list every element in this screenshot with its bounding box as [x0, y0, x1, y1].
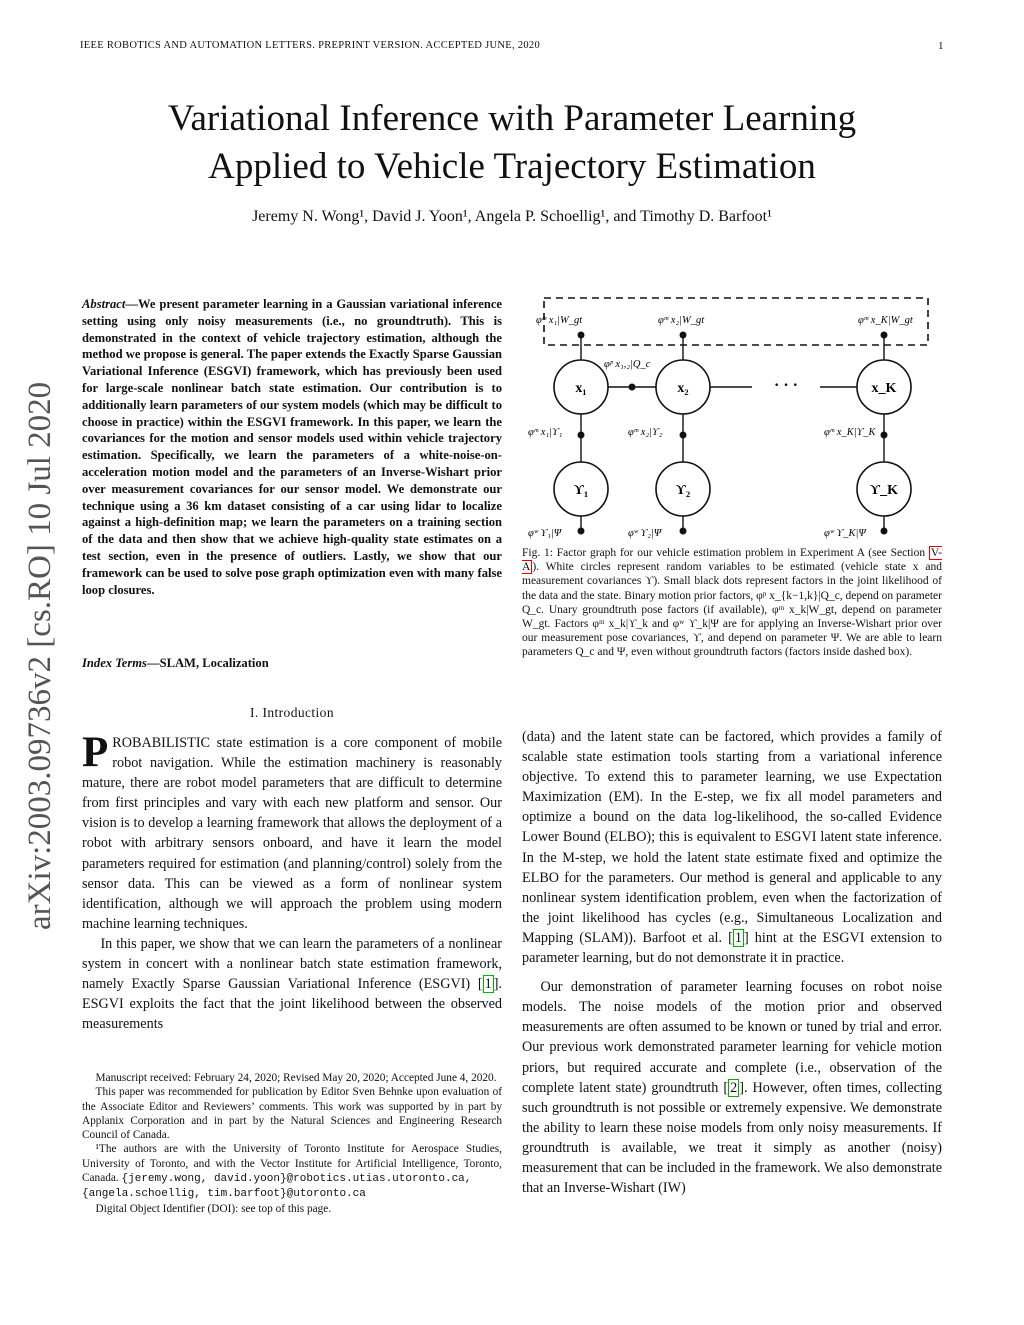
citation-link[interactable]: 1	[484, 976, 492, 993]
footnote-affiliation	[82, 1142, 502, 1201]
abstract-text: —We present parameter learning in a Gaussian variational inference setting using only noisy measurements (i.e., no groundtruth). This is demonstrated in the context of vehicle trajectory estimation, although the method we propose is general. The paper extends the Exactly Sparse Gaussian Variational Inference (ESGVI) framework, which has previously been used for large-scale nonlinear batch state estimation. Our contribution is to additionally learn parameters of our system models (which may be difficult to choose in practice) within the ESGVI framework. In this paper, we learn the covariances for the motion and sensor models used within vehicle trajectory estimation. Specifically, we learn the parameters of a white-noise-on-acceleration motion model and the parameters of an Inverse-Wishart prior over measurement covariances for our sensor model. We demonstrate our technique using a 36 km dataset consisting of a car using lidar to localize against a high-definition map; we learn the parameters on a training section of the data and then show that we achieve high-quality state estimates on a test section, even in the presence of outliers. Lastly, we show that our framework can be used to solve pose graph optimization even with many false loop closures.	[82, 297, 502, 597]
intro-paragraph-2-text-b: . ESGVI exploits the fact that the joint likelihood between the observed measurements	[82, 976, 502, 1033]
gt-label-K: φᵐ x_K|W_gt	[858, 315, 913, 326]
index-terms-text: —SLAM, Localization	[146, 656, 269, 670]
intro-paragraph-4-text-b: . However, often times, collecting such groundtruth is not possible or extremely expensive. We demonstrate the ability to learn these noise models from only noisy measurements. If groundtruth is available, we treat it simply as another (noisy) measurement that can be included in the framework. We also demonstrate that an Inverse-Wishart (IW)	[522, 1079, 942, 1197]
node-label-x2: x₂	[677, 381, 689, 396]
prior-label-1: φʷ ϒ₁|Ψ	[528, 528, 562, 539]
affiliation-text: ¹The authors are with the University of Toronto Institute for Aerospace Studies, University of Toronto, and with the Vector Institute for Artificial Intelligence, Toronto, Canada.	[82, 1143, 502, 1185]
footnote-doi: Digital Object Identifier (DOI): see top of this page.	[95, 1202, 332, 1215]
motion-factor	[629, 384, 636, 391]
index-terms-label: Index Terms	[82, 656, 147, 670]
node-label-xK: x_K	[871, 381, 897, 396]
prior-factor	[881, 528, 888, 535]
node-label-u1: ϒ₁	[573, 483, 589, 498]
prior-factor	[578, 528, 585, 535]
drop-cap: P	[82, 729, 109, 776]
intro-paragraph-2-text-a: In this paper, we show that we can learn the parameters of a nonlinear system in concert with a nonlinear batch state estimation framework, namely Exactly Sparse Gaussian Variational Inference (ESGVI)	[82, 935, 502, 993]
section-reference-link[interactable]: V-A	[522, 547, 942, 574]
meas-label-K: φᵐ x_K|ϒ_K	[824, 427, 876, 438]
intro-paragraph-3-text-b: hint at the ESGVI extension to parameter learning, but do not demonstrate it in practice.	[522, 929, 943, 967]
prior-factor	[680, 528, 687, 535]
prior-label-K: φʷ ϒ_K|Ψ	[824, 528, 866, 539]
abstract-label: Abstract	[82, 297, 126, 311]
factor-graph	[522, 293, 942, 543]
email-list-1: {jeremy.wong, david.yoon}@robotics.utias.utoronto.ca,	[121, 1173, 472, 1186]
groundtruth-factor	[578, 332, 585, 339]
prior-label-2: φʷ ϒ₂|Ψ	[628, 528, 662, 539]
meas-label-1: φᵐ x₁|ϒ₁	[528, 427, 563, 438]
footnotes	[82, 1071, 502, 1216]
node-label-u2: ϒ₂	[675, 483, 691, 498]
paper-title	[60, 95, 964, 191]
intro-paragraph-1-text: ROBABILISTIC state estimation is a core component of mobile robot navigation. While the estimation machinery is reasonably mature, there are robot model parameters that are difficult to determine from first principles and vary with each new platform and sensor. Our vision is to develop a learning framework that allows the deployment of a robot with arbitrary sensors onboard, and have it learn the model parameters required for estimation (and planning/control) solely from the sensor data. This can be viewed as a form of nonlinear system identification, although we will approach the problem using modern machine learning techniques.	[82, 735, 502, 932]
title-line-2: Applied to Vehicle Trajectory Estimation	[208, 146, 816, 187]
node-label-uK: ϒ_K	[870, 483, 898, 498]
email-list-2: {angela.schoellig, tim.barfoot}@utoronto.ca	[82, 1188, 366, 1201]
intro-paragraph-3-text-a: (data) and the latent state can be factored, which provides a family of scalable state estimation tools starting from a variational inference objective. To extend this to parameter learning, we use Expectation Maximization (EM). In the E-step, we fix all model parameters and optimize a bound on the data log-likelihood, the so-called Evidence Lower Bound (ELBO); this is equivalent to ESGVI latent state inference. In the M-step, we hold the latent state estimate fixed and optimize the ELBO for the parameters. Our method is general and applicable to any nonlinear system identification problem, even when the factorization of the joint likelihood has cycles (e.g., Simultaneous Localization and Mapping (SLAM)). Barfoot et al.	[522, 729, 942, 946]
measurement-factor	[578, 432, 585, 439]
factor-graph-figure	[522, 293, 942, 543]
citation-link[interactable]: 1	[734, 929, 742, 946]
title-line-1: Variational Inference with Parameter Learning	[167, 98, 857, 139]
intro-paragraph-4: Our demonstration of parameter learning focuses on robot noise models. The noise models of the motion prior and observed measurements are often assumed to be known or tuned by trial and error. Our previous work demonstrated parameter learning for vehicle motion priors, but required accurate and complete (i.e., observation of the complete latent state) groundtruth [ 2 ]. However, often times, collecting such groundtruth is not possible or extremely expensive. We demonstrate the ability to learn these noise models from only noisy measurements. If groundtruth is available, we treat it simply as another (noisy) measurement that can be included in the framework. We also demonstrate that an Inverse-Wishart (IW)	[522, 979, 942, 1197]
gt-label-1: φᵐ x₁|W_gt	[536, 315, 583, 326]
intro-paragraph-4-text-a: Our demonstration of parameter learning focuses on robot noise models. The noise models of the motion prior and observed measurements are often assumed to be known or tuned by trial and error. Our previous work demonstrated parameter learning for vehicle motion priors, but required accurate and complete (i.e., observation of the complete latent state) groundtruth	[522, 979, 942, 1096]
groundtruth-factor	[881, 332, 888, 339]
meas-label-2: φᵐ x₂|ϒ₂	[628, 427, 663, 438]
intro-paragraph-1	[82, 729, 502, 934]
groundtruth-factor	[680, 332, 687, 339]
abstract	[82, 296, 502, 598]
measurement-factor	[680, 432, 687, 439]
gt-label-2: φᵐ x₂|W_gt	[658, 315, 705, 326]
ellipsis: · · ·	[773, 377, 799, 394]
figure-caption	[522, 546, 942, 660]
section-heading: I. Introduction	[250, 705, 334, 720]
intro-paragraph-3: (data) and the latent state can be factored, which provides a family of scalable state estimation tools starting from a variational inference objective. To extend this to parameter learning, we use Expectation Maximization (EM). In the E-step, we fix all model parameters and optimize a bound on the data log-likelihood, the so-called Evidence Lower Bound (ELBO); this is equivalent to ESGVI latent state inference. In the M-step, we hold the latent state estimate fixed and optimize the ELBO for the parameters. Our method is general and applicable to any nonlinear system identification problem, even when the factorization of the joint likelihood has cycles (e.g., Simultaneous Localization and Mapping (SLAM)). Barfoot et al. [ 1 ] hint at the ESGVI extension to parameter learning, but do not demonstrate it in practice.	[522, 729, 943, 967]
node-label-x1: x₁	[575, 381, 587, 396]
intro-left-column	[82, 729, 502, 1034]
footnote-editor: This paper was recommended for publication by Editor Sven Behnke upon evaluation of the Associate Editor and Reviewers’ comments. This work was supported by in part by Applanix Corporation and in part by the Natural Sciences and Engineering Research Council of Canada.	[82, 1086, 502, 1142]
arxiv-identifier: arXiv:2003.09736v2 [cs.RO] 10 Jul 2020	[22, 381, 58, 930]
caption-text-b: ). White circles represent random variables to be estimated (vehicle state x and measurement covariances ϒ). Small black dots represent factors in the joint likelihood of the data and the state. Binary motion prior factors, φᵖ x_{k−1,k}|Q_c, depend on parameter Q_c. Unary groundtruth pose factors (if available), φᵐ x_k|W_gt, depend on parameter W_gt. Factors φᵐ x_k|ϒ_k and φʷ ϒ_k|Ψ are for applying an Inverse-Wishart prior over our measurement pose covariances, ϒ, and depend on parameter Ψ. We are able to learn parameters Q_c and Ψ, even without groundtruth factors (factors inside dashed box).	[522, 561, 942, 659]
measurement-factor	[881, 432, 888, 439]
footnote-received: Manuscript received: February 24, 2020; Revised May 20, 2020; Accepted June 4, 2020.	[95, 1072, 497, 1084]
running-header: IEEE ROBOTICS AND AUTOMATION LETTERS. PREPRINT VERSION. ACCEPTED JUNE, 2020	[80, 40, 541, 51]
intro-paragraph-2: In this paper, we show that we can learn the parameters of a nonlinear system in concert with a nonlinear batch state estimation framework, namely Exactly Sparse Gaussian Variational Inference (ESGVI) [ 1 ]. ESGVI exploits the fact that the joint likelihood between the observed measurements	[82, 935, 502, 1033]
caption-text-a: Fig. 1: Factor graph for our vehicle estimation problem in Experiment A (see Section	[522, 547, 929, 559]
motion-label: φᵖ x₁,₂|Q_c	[604, 359, 651, 370]
page-number: 1	[938, 40, 944, 52]
index-terms	[82, 656, 502, 671]
author-list: Jeremy N. Wong¹, David J. Yoon¹, Angela P. Schoellig¹, and Timothy D. Barfoot¹	[252, 208, 772, 225]
citation-link[interactable]: 2	[730, 1079, 738, 1096]
intro-right-column	[522, 727, 942, 1198]
